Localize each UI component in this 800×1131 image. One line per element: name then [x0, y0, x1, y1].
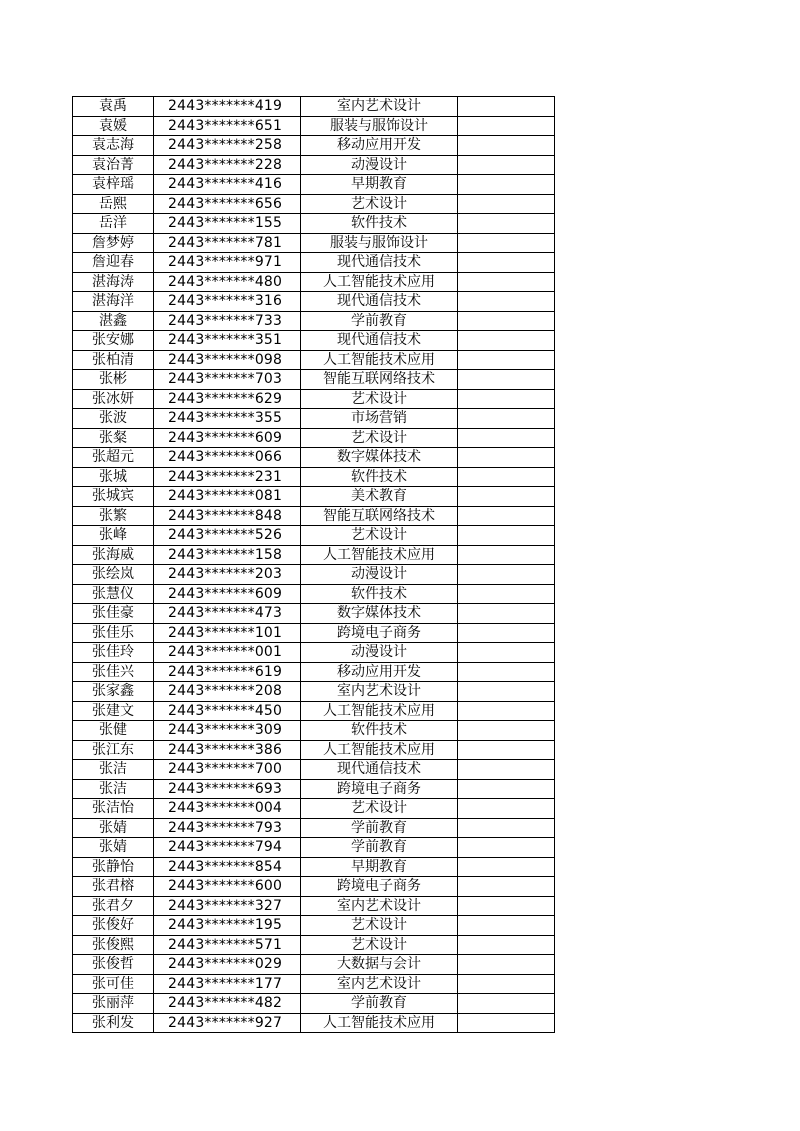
student-name-cell: 张波	[73, 409, 154, 429]
table-row	[73, 175, 555, 195]
student-name-cell: 张安娜	[73, 331, 154, 351]
table-row	[73, 116, 555, 136]
blank-cell	[458, 779, 555, 799]
major-cell: 数字媒体技术	[301, 448, 458, 468]
table-row	[73, 1013, 555, 1033]
blank-cell	[458, 272, 555, 292]
major-cell: 人工智能技术应用	[301, 272, 458, 292]
major-cell: 学前教育	[301, 311, 458, 331]
student-name-cell: 张佳兴	[73, 662, 154, 682]
table-row	[73, 311, 555, 331]
student-id-cell: 2443*******231	[154, 467, 301, 487]
major-cell: 艺术设计	[301, 389, 458, 409]
major-cell: 跨境电子商务	[301, 877, 458, 897]
major-cell: 室内艺术设计	[301, 682, 458, 702]
blank-cell	[458, 584, 555, 604]
blank-cell	[458, 350, 555, 370]
student-id-cell: 2443*******733	[154, 311, 301, 331]
student-name-cell: 张俊好	[73, 916, 154, 936]
student-id-cell: 2443*******066	[154, 448, 301, 468]
blank-cell	[458, 838, 555, 858]
blank-cell	[458, 545, 555, 565]
student-id-cell: 2443*******001	[154, 643, 301, 663]
table-row	[73, 955, 555, 975]
student-name-cell: 张建文	[73, 701, 154, 721]
table-row	[73, 994, 555, 1014]
student-id-cell: 2443*******450	[154, 701, 301, 721]
major-cell: 市场营销	[301, 409, 458, 429]
student-id-cell: 2443*******656	[154, 194, 301, 214]
table-row	[73, 214, 555, 234]
student-name-cell: 张江东	[73, 740, 154, 760]
major-cell: 学前教育	[301, 994, 458, 1014]
table-row	[73, 974, 555, 994]
table-row	[73, 194, 555, 214]
blank-cell	[458, 389, 555, 409]
student-id-cell: 2443*******316	[154, 292, 301, 312]
student-name-cell: 袁梓瑶	[73, 175, 154, 195]
student-name-cell: 张海威	[73, 545, 154, 565]
student-id-cell: 2443*******793	[154, 818, 301, 838]
student-id-cell: 2443*******629	[154, 389, 301, 409]
student-id-cell: 2443*******794	[154, 838, 301, 858]
blank-cell	[458, 682, 555, 702]
student-id-cell: 2443*******327	[154, 896, 301, 916]
student-name-cell: 张健	[73, 721, 154, 741]
student-id-cell: 2443*******004	[154, 799, 301, 819]
blank-cell	[458, 175, 555, 195]
table-row	[73, 701, 555, 721]
blank-cell	[458, 818, 555, 838]
student-name-cell: 詹迎春	[73, 253, 154, 273]
blank-cell	[458, 935, 555, 955]
student-name-cell: 张洁	[73, 760, 154, 780]
student-name-cell: 袁治菁	[73, 155, 154, 175]
table-row	[73, 643, 555, 663]
major-cell: 跨境电子商务	[301, 623, 458, 643]
major-cell: 美术教育	[301, 487, 458, 507]
major-cell: 现代通信技术	[301, 292, 458, 312]
major-cell: 软件技术	[301, 721, 458, 741]
blank-cell	[458, 97, 555, 117]
major-cell: 艺术设计	[301, 916, 458, 936]
student-id-cell: 2443*******848	[154, 506, 301, 526]
student-id-cell: 2443*******473	[154, 604, 301, 624]
student-id-cell: 2443*******158	[154, 545, 301, 565]
student-id-cell: 2443*******419	[154, 97, 301, 117]
student-name-cell: 张君榕	[73, 877, 154, 897]
student-name-cell: 张佳豪	[73, 604, 154, 624]
major-cell: 室内艺术设计	[301, 97, 458, 117]
student-name-cell: 张婧	[73, 818, 154, 838]
student-id-cell: 2443*******029	[154, 955, 301, 975]
student-name-cell: 张婧	[73, 838, 154, 858]
student-name-cell: 袁志海	[73, 136, 154, 156]
table-row	[73, 545, 555, 565]
student-name-cell: 张冰妍	[73, 389, 154, 409]
blank-cell	[458, 253, 555, 273]
student-name-cell: 张柏清	[73, 350, 154, 370]
table-row	[73, 292, 555, 312]
table-row	[73, 331, 555, 351]
student-id-cell: 2443*******355	[154, 409, 301, 429]
major-cell: 艺术设计	[301, 194, 458, 214]
blank-cell	[458, 214, 555, 234]
table-row	[73, 233, 555, 253]
student-id-cell: 2443*******309	[154, 721, 301, 741]
table-row	[73, 448, 555, 468]
student-name-cell: 张俊熙	[73, 935, 154, 955]
blank-cell	[458, 155, 555, 175]
blank-cell	[458, 760, 555, 780]
major-cell: 软件技术	[301, 584, 458, 604]
table-row	[73, 760, 555, 780]
major-cell: 现代通信技术	[301, 760, 458, 780]
blank-cell	[458, 467, 555, 487]
student-id-cell: 2443*******416	[154, 175, 301, 195]
table-row	[73, 370, 555, 390]
major-cell: 人工智能技术应用	[301, 350, 458, 370]
table-row	[73, 935, 555, 955]
student-name-cell: 张粲	[73, 428, 154, 448]
student-name-cell: 袁禹	[73, 97, 154, 117]
major-cell: 跨境电子商务	[301, 779, 458, 799]
blank-cell	[458, 487, 555, 507]
major-cell: 学前教育	[301, 818, 458, 838]
table-row	[73, 838, 555, 858]
student-name-cell: 张洁	[73, 779, 154, 799]
table-body	[73, 97, 555, 1033]
table-row	[73, 350, 555, 370]
major-cell: 人工智能技术应用	[301, 1013, 458, 1033]
student-id-cell: 2443*******386	[154, 740, 301, 760]
student-name-cell: 张峰	[73, 526, 154, 546]
blank-cell	[458, 526, 555, 546]
student-id-cell: 2443*******228	[154, 155, 301, 175]
major-cell: 大数据与会计	[301, 955, 458, 975]
major-cell: 室内艺术设计	[301, 974, 458, 994]
student-id-cell: 2443*******619	[154, 662, 301, 682]
student-name-cell: 张城宾	[73, 487, 154, 507]
student-id-cell: 2443*******177	[154, 974, 301, 994]
blank-cell	[458, 311, 555, 331]
student-id-cell: 2443*******609	[154, 428, 301, 448]
table-row	[73, 428, 555, 448]
blank-cell	[458, 877, 555, 897]
blank-cell	[458, 740, 555, 760]
blank-cell	[458, 799, 555, 819]
major-cell: 动漫设计	[301, 643, 458, 663]
major-cell: 数字媒体技术	[301, 604, 458, 624]
student-id-cell: 2443*******195	[154, 916, 301, 936]
student-id-cell: 2443*******203	[154, 565, 301, 585]
student-name-cell: 张超元	[73, 448, 154, 468]
major-cell: 艺术设计	[301, 526, 458, 546]
table-row	[73, 389, 555, 409]
student-name-cell: 张佳玲	[73, 643, 154, 663]
major-cell: 艺术设计	[301, 935, 458, 955]
table-row	[73, 818, 555, 838]
table-row	[73, 623, 555, 643]
student-id-cell: 2443*******482	[154, 994, 301, 1014]
major-cell: 动漫设计	[301, 155, 458, 175]
table-row	[73, 604, 555, 624]
blank-cell	[458, 194, 555, 214]
table-row	[73, 682, 555, 702]
major-cell: 人工智能技术应用	[301, 545, 458, 565]
table-row	[73, 857, 555, 877]
table-row	[73, 896, 555, 916]
major-cell: 人工智能技术应用	[301, 740, 458, 760]
blank-cell	[458, 857, 555, 877]
table-row	[73, 799, 555, 819]
student-name-cell: 张可佳	[73, 974, 154, 994]
table-row	[73, 526, 555, 546]
student-id-cell: 2443*******700	[154, 760, 301, 780]
major-cell: 早期教育	[301, 175, 458, 195]
student-id-cell: 2443*******098	[154, 350, 301, 370]
major-cell: 室内艺术设计	[301, 896, 458, 916]
major-cell: 软件技术	[301, 214, 458, 234]
student-name-cell: 湛海洋	[73, 292, 154, 312]
blank-cell	[458, 974, 555, 994]
student-id-cell: 2443*******651	[154, 116, 301, 136]
blank-cell	[458, 662, 555, 682]
blank-cell	[458, 292, 555, 312]
table-row	[73, 409, 555, 429]
major-cell: 早期教育	[301, 857, 458, 877]
student-name-cell: 湛鑫	[73, 311, 154, 331]
table-row	[73, 584, 555, 604]
student-name-cell: 张俊哲	[73, 955, 154, 975]
student-id-cell: 2443*******155	[154, 214, 301, 234]
table-row	[73, 467, 555, 487]
student-name-cell: 张利发	[73, 1013, 154, 1033]
major-cell: 艺术设计	[301, 799, 458, 819]
student-name-cell: 张君夕	[73, 896, 154, 916]
student-id-cell: 2443*******571	[154, 935, 301, 955]
student-id-cell: 2443*******854	[154, 857, 301, 877]
blank-cell	[458, 331, 555, 351]
major-cell: 软件技术	[301, 467, 458, 487]
blank-cell	[458, 916, 555, 936]
student-name-cell: 张繁	[73, 506, 154, 526]
student-name-cell: 詹梦婷	[73, 233, 154, 253]
major-cell: 智能互联网络技术	[301, 370, 458, 390]
major-cell: 艺术设计	[301, 428, 458, 448]
student-name-cell: 张城	[73, 467, 154, 487]
student-name-cell: 张家鑫	[73, 682, 154, 702]
table-row	[73, 136, 555, 156]
blank-cell	[458, 233, 555, 253]
student-name-cell: 张慧仪	[73, 584, 154, 604]
blank-cell	[458, 409, 555, 429]
student-id-cell: 2443*******781	[154, 233, 301, 253]
table-row	[73, 779, 555, 799]
major-cell: 智能互联网络技术	[301, 506, 458, 526]
student-id-cell: 2443*******971	[154, 253, 301, 273]
student-id-cell: 2443*******081	[154, 487, 301, 507]
blank-cell	[458, 896, 555, 916]
table-row	[73, 877, 555, 897]
table-row	[73, 155, 555, 175]
student-name-cell: 张丽萍	[73, 994, 154, 1014]
student-name-cell: 张洁怡	[73, 799, 154, 819]
blank-cell	[458, 506, 555, 526]
table-row	[73, 721, 555, 741]
student-name-cell: 湛海涛	[73, 272, 154, 292]
student-name-cell: 袁媛	[73, 116, 154, 136]
table-row	[73, 565, 555, 585]
table-row	[73, 506, 555, 526]
blank-cell	[458, 565, 555, 585]
blank-cell	[458, 643, 555, 663]
student-name-cell: 张佳乐	[73, 623, 154, 643]
blank-cell	[458, 955, 555, 975]
major-cell: 现代通信技术	[301, 331, 458, 351]
blank-cell	[458, 701, 555, 721]
major-cell: 人工智能技术应用	[301, 701, 458, 721]
student-name-cell: 张静怡	[73, 857, 154, 877]
student-id-cell: 2443*******693	[154, 779, 301, 799]
blank-cell	[458, 623, 555, 643]
student-name-cell: 张绘岚	[73, 565, 154, 585]
student-id-cell: 2443*******208	[154, 682, 301, 702]
blank-cell	[458, 1013, 555, 1033]
major-cell: 移动应用开发	[301, 662, 458, 682]
blank-cell	[458, 428, 555, 448]
major-cell: 学前教育	[301, 838, 458, 858]
student-id-cell: 2443*******703	[154, 370, 301, 390]
student-list-table	[72, 96, 555, 1033]
blank-cell	[458, 116, 555, 136]
blank-cell	[458, 370, 555, 390]
table-row	[73, 487, 555, 507]
student-id-cell: 2443*******609	[154, 584, 301, 604]
blank-cell	[458, 448, 555, 468]
table-row	[73, 662, 555, 682]
major-cell: 服装与服饰设计	[301, 233, 458, 253]
blank-cell	[458, 604, 555, 624]
table-row	[73, 97, 555, 117]
student-id-cell: 2443*******927	[154, 1013, 301, 1033]
table-row	[73, 272, 555, 292]
blank-cell	[458, 721, 555, 741]
student-name-cell: 岳洋	[73, 214, 154, 234]
table-row	[73, 253, 555, 273]
major-cell: 移动应用开发	[301, 136, 458, 156]
student-name-cell: 张彬	[73, 370, 154, 390]
blank-cell	[458, 136, 555, 156]
student-id-cell: 2443*******258	[154, 136, 301, 156]
student-id-cell: 2443*******480	[154, 272, 301, 292]
student-id-cell: 2443*******600	[154, 877, 301, 897]
major-cell: 服装与服饰设计	[301, 116, 458, 136]
table-row	[73, 740, 555, 760]
major-cell: 动漫设计	[301, 565, 458, 585]
major-cell: 现代通信技术	[301, 253, 458, 273]
table-row	[73, 916, 555, 936]
student-name-cell: 岳熙	[73, 194, 154, 214]
student-id-cell: 2443*******526	[154, 526, 301, 546]
student-id-cell: 2443*******351	[154, 331, 301, 351]
blank-cell	[458, 994, 555, 1014]
student-id-cell: 2443*******101	[154, 623, 301, 643]
